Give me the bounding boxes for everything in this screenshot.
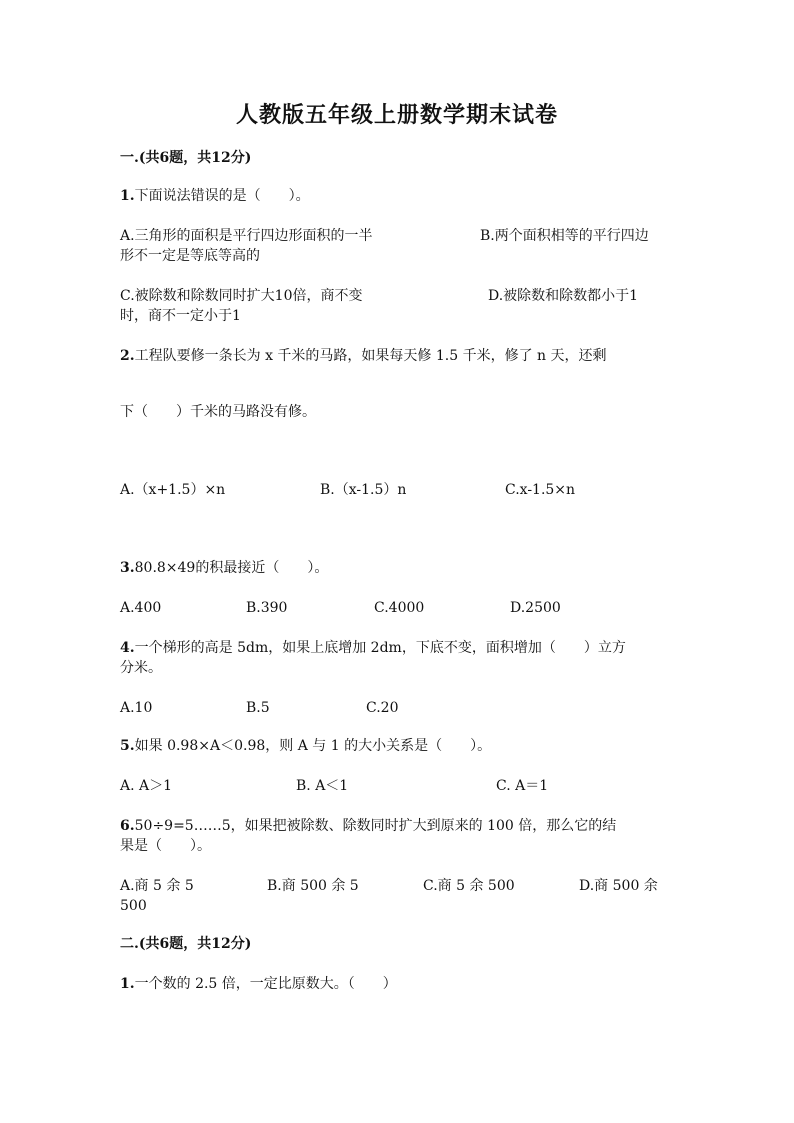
q4-option-b: B.5 — [246, 700, 270, 716]
question-number: 3. — [120, 560, 135, 576]
q3-option-a: A.400 — [120, 600, 162, 616]
question-6 — [120, 816, 616, 836]
question-stem-line1: 工程队要修一条长为 x 千米的马路，如果每天修 1.5 千米，修了 n 天，还剩 — [134, 348, 607, 364]
question-stem-line1: 一个梯形的高是 5dm，如果上底增加 2dm，下底不变，面积增加（ ）立方 — [134, 640, 626, 656]
question-2-line2: 下（ ）千米的马路没有修。 — [120, 404, 316, 420]
question-2 — [120, 346, 607, 366]
q5-option-c: C. A＝1 — [496, 778, 549, 794]
q2-option-c: C.x-1.5×n — [505, 482, 576, 498]
question-1 — [120, 186, 310, 206]
q6-option-a: A.商 5 余 5 — [120, 878, 194, 894]
question-5 — [120, 736, 491, 756]
q6-option-d-cont: 500 — [120, 898, 147, 914]
question-stem: 如果 0.98×A＜0.98，则 A 与 1 的大小关系是（ ）。 — [134, 738, 492, 754]
q6-option-b: B.商 500 余 5 — [267, 878, 359, 894]
question-stem-line1: 50÷9=5……5，如果把被除数、除数同时扩大到原来的 100 倍，那么它的结 — [134, 818, 617, 834]
section-2-heading: 二.(共6题，共12分) — [120, 936, 252, 952]
q6-option-d: D.商 500 余 — [579, 878, 658, 894]
section-1-heading: 一.(共6题，共12分) — [120, 150, 252, 166]
question-number: 1. — [120, 976, 135, 992]
q3-option-c: C.4000 — [374, 600, 425, 616]
q1-option-d: D.被除数和除数都小于1 — [488, 288, 639, 304]
question-6-line2: 果是（ ）。 — [120, 838, 211, 854]
q4-option-a: A.10 — [120, 700, 153, 716]
q5-option-b: B. A＜1 — [296, 778, 349, 794]
q3-option-d: D.2500 — [510, 600, 561, 616]
q5-option-a: A. A＞1 — [120, 778, 173, 794]
question-stem: 下面说法错误的是（ ）。 — [134, 188, 310, 204]
q1-option-a: A.三角形的面积是平行四边形面积的一半 — [120, 228, 373, 244]
section-2-question-1 — [120, 974, 397, 994]
q2-option-a: A.（x+1.5）×n — [120, 482, 226, 498]
page-title: 人教版五年级上册数学期末试卷 — [235, 102, 558, 128]
q1-option-b: B.两个面积相等的平行四边 — [480, 228, 649, 244]
q2-option-b: B.（x-1.5）n — [320, 482, 407, 498]
question-stem: 80.8×49的积最接近（ ）。 — [134, 560, 329, 576]
question-stem: 一个数的 2.5 倍，一定比原数大。（ ） — [134, 976, 397, 992]
question-number: 5. — [120, 738, 135, 754]
question-4 — [120, 638, 626, 658]
question-4-line2: 分米。 — [120, 660, 162, 676]
q1-option-c: C.被除数和除数同时扩大10倍，商不变 — [120, 288, 363, 304]
question-number: 2. — [120, 348, 135, 364]
question-number: 4. — [120, 640, 135, 656]
question-3 — [120, 558, 328, 578]
q1-option-d-cont: 时，商不一定小于1 — [120, 308, 241, 324]
question-number: 6. — [120, 818, 135, 834]
question-number: 1. — [120, 188, 135, 204]
q1-option-b-cont: 形不一定是等底等高的 — [120, 248, 260, 264]
q4-option-c: C.20 — [366, 700, 399, 716]
q3-option-b: B.390 — [246, 600, 288, 616]
q6-option-c: C.商 5 余 500 — [423, 878, 515, 894]
